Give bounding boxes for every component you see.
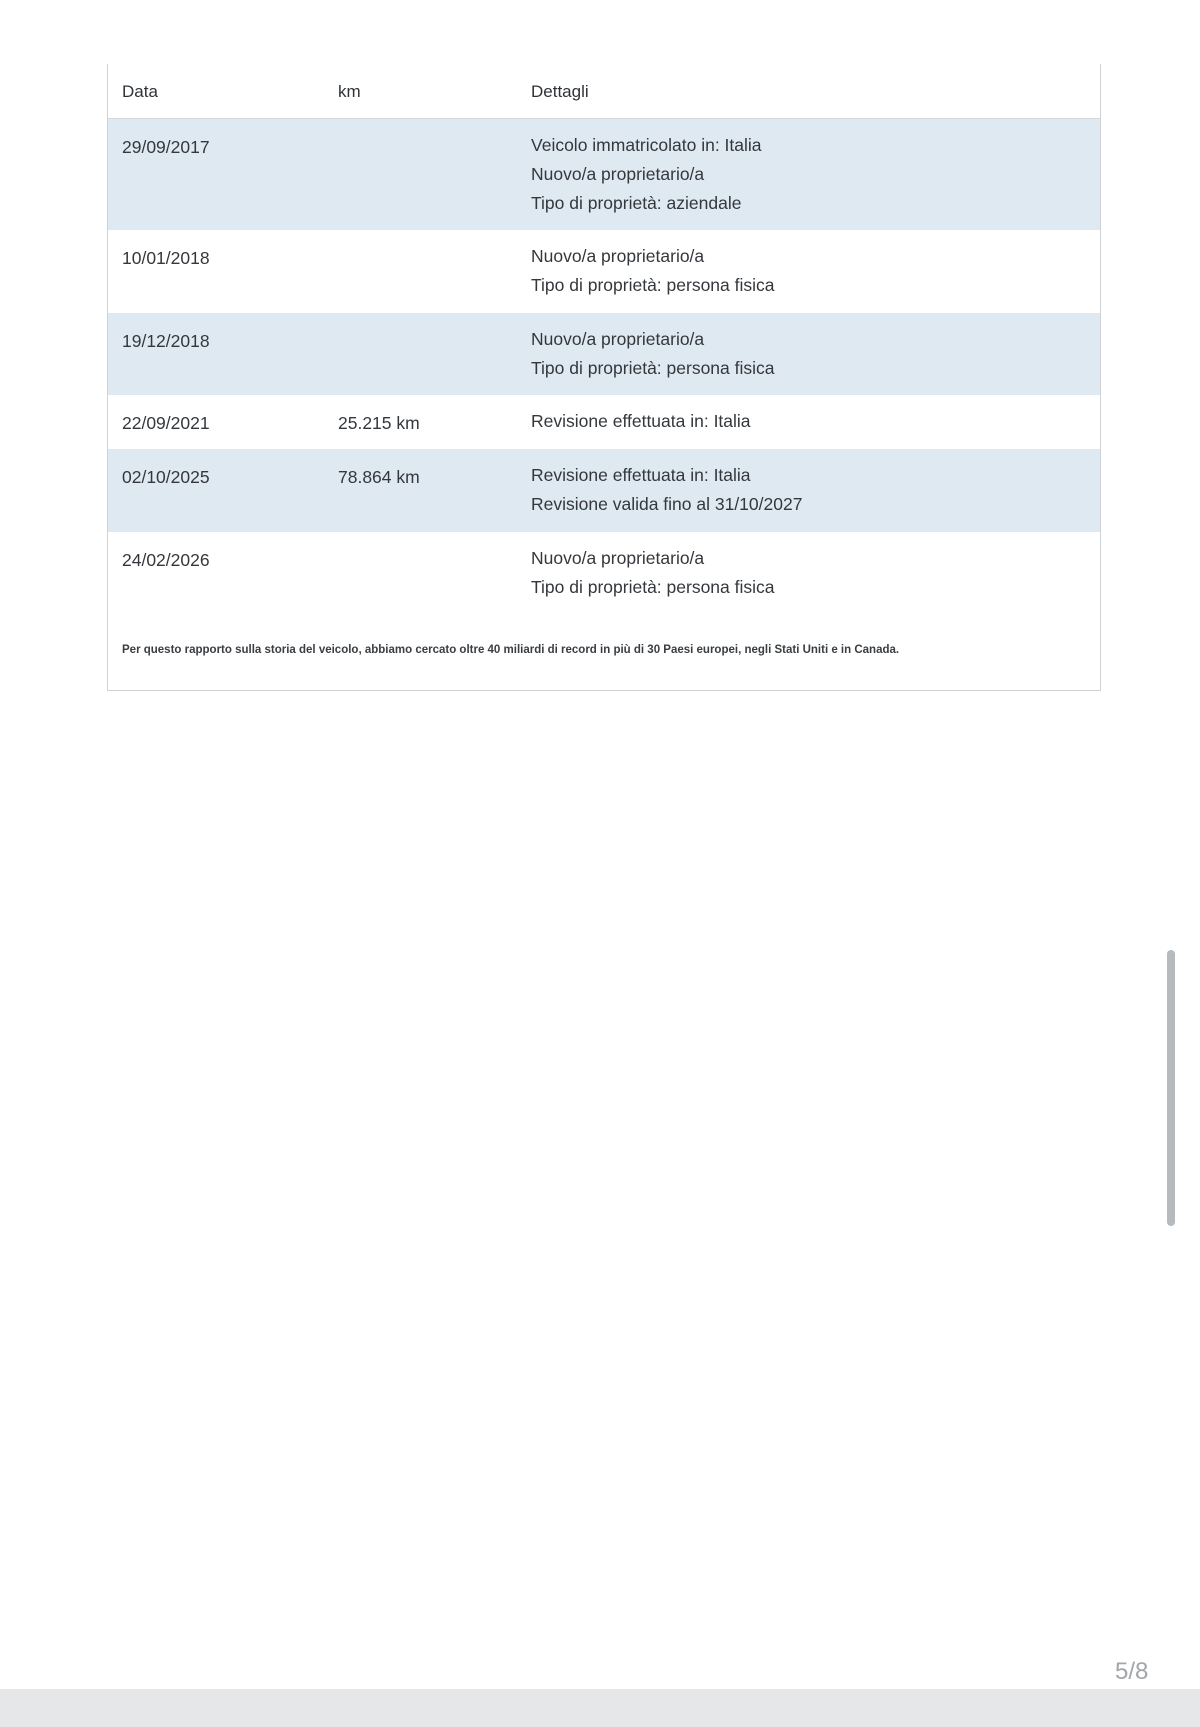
detail-line: Revisione effettuata in: Italia — [531, 465, 751, 485]
detail-line: Nuovo/a proprietario/a — [531, 329, 705, 349]
row-date: 02/10/2025 — [122, 467, 210, 487]
detail-line: Revisione valida fino al 31/10/2027 — [531, 494, 803, 514]
header-date: Data — [122, 82, 158, 101]
detail-line: Revisione effettuata in: Italia — [531, 411, 751, 431]
header-details: Dettagli — [531, 82, 589, 101]
row-details — [531, 544, 775, 602]
row-details — [531, 461, 802, 519]
row-date: 24/02/2026 — [122, 550, 210, 570]
row-km: 78.864 km — [338, 467, 420, 487]
row-details — [531, 325, 775, 383]
row-date: 22/09/2021 — [122, 413, 210, 433]
row-date: 10/01/2018 — [122, 248, 210, 268]
table-row — [108, 119, 1100, 230]
table-row — [108, 395, 1100, 449]
header-km: km — [338, 82, 361, 101]
table-header-row — [108, 64, 1100, 119]
row-km: 25.215 km — [338, 413, 420, 433]
vehicle-history-table — [107, 64, 1101, 691]
table-row — [108, 532, 1100, 622]
detail-line: Nuovo/a proprietario/a — [531, 548, 705, 568]
detail-line: Tipo di proprietà: persona fisica — [531, 358, 775, 378]
row-details — [531, 131, 762, 218]
detail-line: Tipo di proprietà: persona fisica — [531, 275, 775, 295]
detail-line: Veicolo immatricolato in: Italia — [531, 135, 762, 155]
detail-line: Tipo di proprietà: aziendale — [531, 193, 742, 213]
table-row — [108, 313, 1100, 395]
row-date: 19/12/2018 — [122, 331, 210, 351]
row-details — [531, 242, 775, 300]
scrollbar-thumb[interactable] — [1167, 950, 1175, 1226]
bottom-bar — [0, 1689, 1200, 1727]
detail-line: Nuovo/a proprietario/a — [531, 246, 705, 266]
table-row — [108, 449, 1100, 532]
vertical-scrollbar[interactable] — [1164, 946, 1178, 1230]
row-date: 29/09/2017 — [122, 137, 210, 157]
footer-note: Per questo rapporto sulla storia del veicolo, abbiamo cercato oltre 40 miliardi di record in più di 30 Paesi europei, negli Stati Uniti e in Canada. — [122, 644, 900, 656]
row-details — [531, 407, 751, 436]
detail-line: Tipo di proprietà: persona fisica — [531, 577, 775, 597]
table-row — [108, 230, 1100, 313]
detail-line: Nuovo/a proprietario/a — [531, 164, 705, 184]
page-indicator: 5/8 — [1115, 1658, 1149, 1685]
